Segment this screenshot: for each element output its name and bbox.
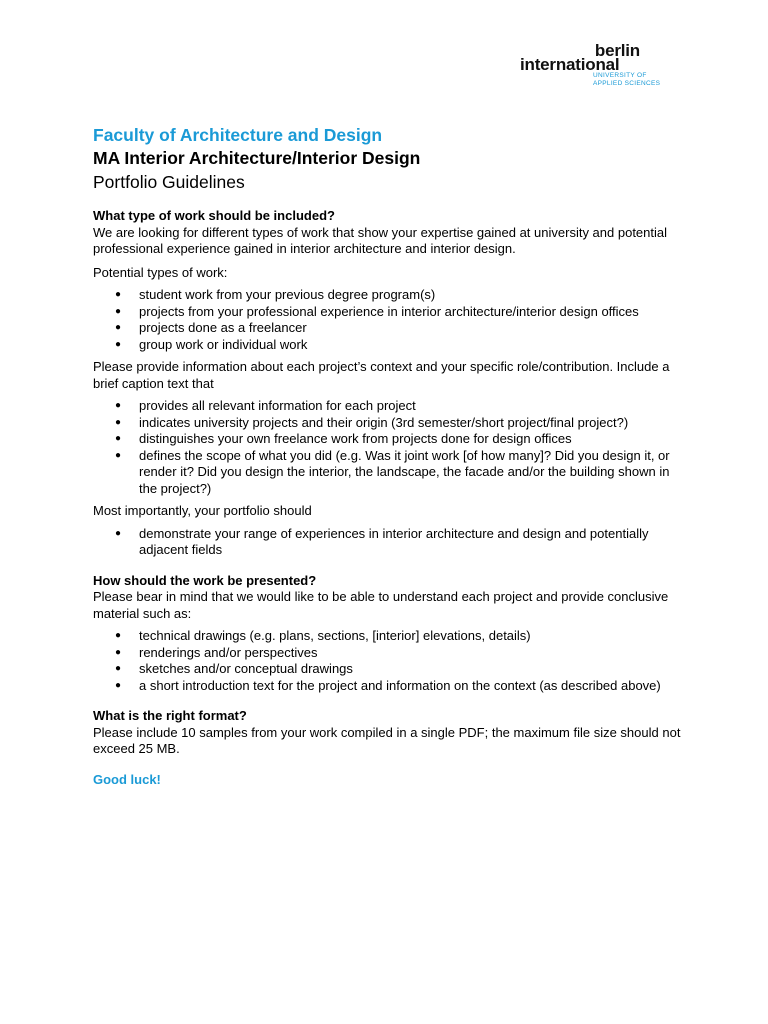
logo-subtitle-line1: UNIVERSITY OF: [593, 72, 647, 79]
program-title: MA Interior Architecture/Interior Design: [93, 148, 421, 168]
logo-subtitle-line2: APPLIED SCIENCES: [593, 80, 661, 87]
list-item: ● group work or individual work: [93, 337, 683, 354]
closing-text: Good luck!: [93, 771, 161, 787]
list-item: ● technical drawings (e.g. plans, sections, [interior] elevations, details): [93, 628, 683, 645]
list-item: ● renderings and/or perspectives: [93, 645, 683, 662]
logo-berlin-text: berlin: [594, 41, 640, 60]
portfolio-list: [93, 526, 683, 559]
logo-international-text: international: [520, 55, 620, 74]
types-list: [93, 287, 683, 353]
list-item: ● a short introduction text for the project and information on the context (as described above): [93, 678, 683, 695]
section3-heading: What is the right format?: [93, 708, 247, 723]
university-logo: [520, 42, 670, 90]
list-item: ● indicates university projects and their origin (3rd semester/short project/final project?): [93, 415, 683, 432]
list-item: ● defines the scope of what you did (e.g. Was it joint work [of how many]? Did you design it, or render it? Did you design the interior, the landscape, the facade and/or the building shown in the project?): [93, 448, 683, 498]
logo-subtitle: [593, 72, 660, 88]
list-item: ● sketches and/or conceptual drawings: [93, 661, 683, 678]
caption-intro: Please provide information about each project’s context and your specific role/contribution. Include a brief caption text that: [93, 359, 670, 391]
section3-text: Please include 10 samples from your work compiled in a single PDF; the maximum file size should not exceed 25 MB.: [93, 724, 681, 756]
section1-intro: We are looking for different types of work that show your expertise gained at university and potential professional experience gained in interior architecture and interior design.: [93, 224, 668, 256]
list-item: ● projects from your professional experience in interior architecture/interior design offices: [93, 304, 683, 321]
section2-heading: How should the work be presented?: [93, 572, 317, 588]
list-item: ● projects done as a freelancer: [93, 320, 683, 337]
list-item: ● distinguishes your own freelance work from projects done for design offices: [93, 431, 683, 448]
faculty-title: Faculty of Architecture and Design: [93, 125, 383, 145]
document-body: [93, 124, 683, 788]
most-importantly: Most importantly, your portfolio should: [93, 503, 312, 518]
presentation-list: [93, 628, 683, 694]
list-item: ● demonstrate your range of experiences in interior architecture and design and potentially adjacent fields: [93, 526, 683, 559]
section2-intro: Please bear in mind that we would like to be able to understand each project and provide conclusive material such as:: [93, 589, 669, 621]
list-item: ● student work from your previous degree program(s): [93, 287, 683, 304]
caption-list: [93, 398, 683, 497]
section1-heading: What type of work should be included?: [93, 208, 335, 223]
list-item: ● provides all relevant information for each project: [93, 398, 683, 415]
types-label: Potential types of work:: [93, 264, 228, 280]
document-title: Portfolio Guidelines: [93, 172, 245, 192]
